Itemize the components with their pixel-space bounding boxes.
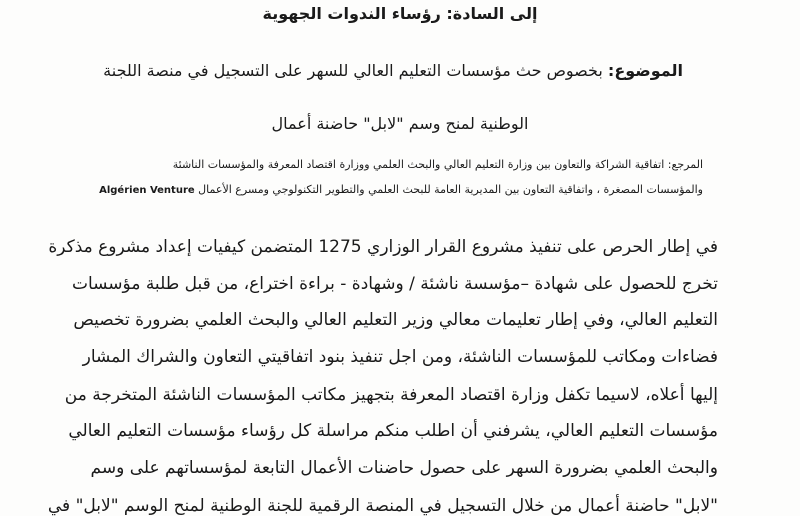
reference-latin-name: Algérien Venture: [99, 185, 195, 196]
reference-line-2: [83, 183, 703, 196]
reference-line-1: المرجع: اتفاقية الشراكة والتعاون بين وزارة التعليم العالي والبحث العلمي ووزارة اقتصاد المعرفة والمؤسسات الناشئة: [172, 158, 703, 171]
subject-label: الموضوع:: [607, 61, 683, 80]
addressee-line: إلى السادة: رؤساء الندوات الجهوية: [262, 4, 538, 23]
body-line: إليها أعلاه، لاسيما تكفل وزارة اقتصاد المعرفة بتجهيز مكاتب المؤسسات الناشئة المتخرجة من: [64, 385, 718, 405]
body-line: مؤسسات التعليم العالي، يشرفني أن اطلب منكم مراسلة كل رؤساء مؤسسات التعليم العالي: [68, 421, 718, 441]
body-line: "لابل" حاضنة أعمال من خلال التسجيل في المنصة الرقمية للجنة الوطنية لمنح الوسم "لابل" في: [47, 496, 718, 516]
reference-text-2: والمؤسسات المصغرة ، واتفاقية التعاون بين المديرية العامة للبحث العلمي والتطوير التكنولوجي ومسرع الأعمال: [198, 183, 703, 196]
subject-line-2: الوطنية لمنح وسم "لابل" حاضنة أعمال: [271, 114, 529, 133]
subject-text-1: بخصوص حث مؤسسات التعليم العالي للسهر على التسجيل في منصة اللجنة: [103, 61, 603, 80]
body-line: تخرج للحصول على شهادة –مؤسسة ناشئة / وشهادة - براءة اختراع، من قبل طلبة مؤسسات: [71, 274, 718, 294]
body-line: والبحث العلمي بضرورة السهر على حصول حاضنات الأعمال التابعة لمؤسساتهم على وسم: [90, 458, 718, 478]
body-line: التعليم العالي، وفي إطار تعليمات معالي وزير التعليم العالي والبحث العلمي بضرورة تخصيص: [73, 310, 718, 330]
body-line: فضاءات ومكاتب للمؤسسات الناشئة، ومن اجل تنفيذ بنود اتفاقيتي التعاون والشراك المشار: [82, 347, 718, 367]
subject-line-1: [103, 61, 683, 80]
body-line: في إطار الحرص على تنفيذ مشروع القرار الوزاري 1275 المتضمن كيفيات إعداد مشروع مذكرة: [48, 237, 718, 257]
